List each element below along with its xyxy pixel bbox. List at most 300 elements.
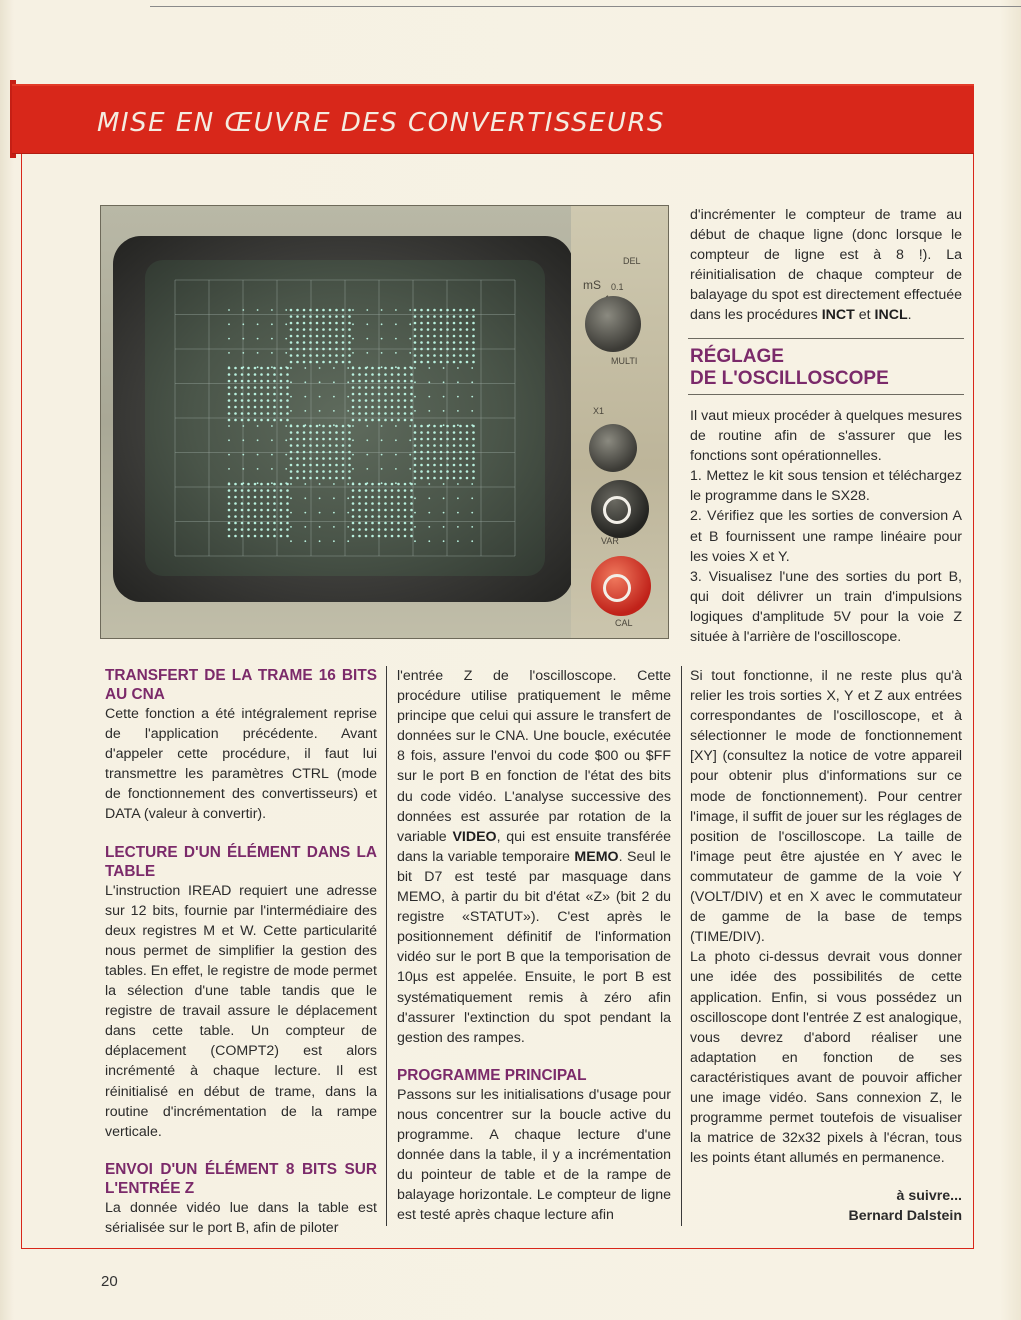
screen-pixel <box>267 515 270 518</box>
screen-pixel <box>247 367 250 370</box>
screen-pixel <box>296 322 299 325</box>
screen-pixel <box>319 381 321 383</box>
screen-pixel <box>472 322 475 325</box>
screen-pixel <box>342 315 345 318</box>
screen-pixel <box>453 431 456 434</box>
screen-pixel <box>228 502 231 505</box>
screen-pixel <box>329 315 332 318</box>
screen-pixel <box>296 348 299 351</box>
screen-pixel <box>427 464 430 467</box>
screen-pixel <box>395 439 397 441</box>
screen-pixel <box>427 315 430 318</box>
top-rule <box>150 6 1021 7</box>
screen-pixel <box>459 477 462 480</box>
screen-pixel <box>234 373 237 376</box>
screen-pixel <box>271 309 273 311</box>
frame-line-left <box>21 154 22 1249</box>
screen-pixel <box>241 496 244 499</box>
screen-pixel <box>371 483 374 486</box>
screen-pixel <box>428 483 430 485</box>
screen-pixel <box>352 425 354 427</box>
screen-pixel <box>286 386 289 389</box>
screen-pixel <box>381 482 383 484</box>
screen-pixel <box>290 410 292 412</box>
screen-pixel <box>260 399 263 402</box>
screen-pixel <box>433 438 436 441</box>
screen-pixel <box>348 464 351 467</box>
screen-pixel <box>466 322 469 325</box>
multiplier-knob <box>589 424 637 472</box>
screen-pixel <box>397 489 400 492</box>
screen-pixel <box>247 502 250 505</box>
screen-pixel <box>371 515 374 518</box>
screen-pixel <box>304 512 306 514</box>
screen-pixel <box>466 477 469 480</box>
screen-pixel <box>303 348 306 351</box>
screen-pixel <box>290 361 293 364</box>
screen-pixel <box>414 341 417 344</box>
screen-pixel <box>254 528 257 531</box>
screen-pixel <box>378 399 381 402</box>
screen-pixel <box>228 393 231 396</box>
screen-pixel <box>241 399 244 402</box>
screen-pixel <box>414 526 416 528</box>
column-3 <box>690 666 962 1226</box>
screen-pixel <box>352 323 354 325</box>
screen-pixel <box>358 489 361 492</box>
screen-pixel <box>414 315 417 318</box>
screen-pixel <box>280 393 283 396</box>
screen-pixel <box>428 497 430 499</box>
screen-pixel <box>410 522 413 525</box>
screen-pixel <box>316 328 319 331</box>
screen-pixel <box>228 489 231 492</box>
screen-pixel <box>273 483 276 486</box>
screen-pixel <box>280 509 283 512</box>
screen-pixel <box>257 338 259 340</box>
screen-pixel <box>273 535 276 538</box>
screen-pixel <box>378 483 381 486</box>
screen-pixel <box>228 367 231 370</box>
screen-pixel <box>352 528 355 531</box>
screen-pixel <box>254 483 257 486</box>
screen-pixel <box>286 373 289 376</box>
screen-pixel <box>472 457 475 460</box>
screen-pixel <box>420 451 423 454</box>
paragraph-photo: La photo ci-dessus devrait vous donner une idée des possibilités de cette application. Enfin, si vous possédez un oscilloscope dont l'entrée Z est analogique, vous devrez d'abord réaliser une adaptation en fonction de ses caractéristiques avant de pouvoir afficher une image vidéo. Sans connexion Z, le programme permet toutefois de visualiser la matrice de 32x32 pixels à l'écran, tous les points étant allumés en permanence. <box>690 949 962 1167</box>
screen-pixel <box>410 386 413 389</box>
screen-pixel <box>254 502 257 505</box>
screen-pixel <box>273 515 276 518</box>
screen-pixel <box>466 438 469 441</box>
screen-pixel <box>420 341 423 344</box>
screen-pixel <box>397 412 400 415</box>
screen-pixel <box>296 341 299 344</box>
screen-pixel <box>404 489 407 492</box>
screen-pixel <box>329 309 332 312</box>
oscilloscope-screen <box>145 260 545 576</box>
screen-pixel <box>395 366 397 368</box>
screen-pixel <box>316 457 319 460</box>
screen-pixel <box>453 341 456 344</box>
screen-pixel <box>352 522 355 525</box>
screen-pixel <box>296 470 299 473</box>
screen-pixel <box>228 352 230 354</box>
screen-pixel <box>391 535 394 538</box>
screen-pixel <box>234 367 237 370</box>
screen-pixel <box>365 496 368 499</box>
screen-pixel <box>347 512 349 514</box>
screen-pixel <box>335 315 338 318</box>
screen-pixel <box>378 496 381 499</box>
screen-pixel <box>329 464 332 467</box>
screen-pixel <box>234 535 237 538</box>
screen-pixel <box>397 528 400 531</box>
screen-pixel <box>342 361 345 364</box>
screen-pixel <box>378 380 381 383</box>
screen-pixel <box>428 512 430 514</box>
screen-pixel <box>348 328 351 331</box>
screen-pixel <box>247 496 250 499</box>
screen-pixel <box>384 399 387 402</box>
screen-pixel <box>254 412 257 415</box>
screen-pixel <box>410 367 413 370</box>
screen-pixel <box>280 502 283 505</box>
screen-pixel <box>404 386 407 389</box>
screen-pixel <box>254 535 257 538</box>
screen-pixel <box>322 322 325 325</box>
screen-pixel <box>446 464 449 467</box>
screen-pixel <box>342 348 345 351</box>
screen-pixel <box>241 515 244 518</box>
screen-pixel <box>290 444 293 447</box>
screen-pixel <box>303 477 306 480</box>
screen-pixel <box>273 386 276 389</box>
screen-pixel <box>234 483 237 486</box>
screen-pixel <box>257 425 259 427</box>
screen-pixel <box>427 335 430 338</box>
screen-pixel <box>260 406 263 409</box>
screen-pixel <box>228 535 231 538</box>
screen-pixel <box>335 457 338 460</box>
screen-pixel <box>433 470 436 473</box>
screen-pixel <box>280 522 283 525</box>
screen-pixel <box>290 322 293 325</box>
screen-pixel <box>247 412 250 415</box>
knob-ring <box>603 496 631 524</box>
screen-pixel <box>404 509 407 512</box>
screen-pixel <box>472 464 475 467</box>
screen-pixel <box>440 354 443 357</box>
screen-pixel <box>427 348 430 351</box>
screen-pixel <box>247 373 250 376</box>
screen-pixel <box>472 335 475 338</box>
screen-pixel <box>395 323 397 325</box>
screen-pixel <box>347 381 349 383</box>
screen-pixel <box>280 483 283 486</box>
screen-pixel <box>472 444 475 447</box>
screen-pixel <box>420 477 423 480</box>
screen-pixel <box>410 489 413 492</box>
screen-pixel <box>440 348 443 351</box>
screen-pixel <box>459 464 462 467</box>
screen-pixel <box>303 354 306 357</box>
screen-pixel <box>381 366 383 368</box>
screen-pixel <box>290 328 293 331</box>
screen-pixel <box>472 470 475 473</box>
screen-pixel <box>427 425 430 428</box>
screen-pixel <box>443 526 445 528</box>
screen-pixel <box>234 399 237 402</box>
screen-pixel <box>296 431 299 434</box>
screen-pixel <box>409 425 411 427</box>
screen-pixel <box>342 425 345 428</box>
screen-pixel <box>404 399 407 402</box>
screen-pixel <box>348 444 351 447</box>
screen-pixel <box>453 425 456 428</box>
screen-pixel <box>391 386 394 389</box>
screen-pixel <box>446 322 449 325</box>
screen-pixel <box>404 373 407 376</box>
screen-pixel <box>267 528 270 531</box>
screen-pixel <box>267 509 270 512</box>
screen-pixel <box>280 406 283 409</box>
screen-pixel <box>378 367 381 370</box>
screen-pixel <box>352 419 355 422</box>
screen-pixel <box>290 438 293 441</box>
screen-pixel <box>378 515 381 518</box>
heading-transfert: TRANSFERT DE LA TRAME 16 BITS AU CNA <box>105 667 377 703</box>
screen-pixel <box>420 470 423 473</box>
screen-pixel <box>342 431 345 434</box>
screen-pixel <box>443 497 445 499</box>
screen-pixel <box>303 328 306 331</box>
screen-pixel <box>466 348 469 351</box>
screen-pixel <box>322 361 325 364</box>
screen-pixel <box>329 425 332 428</box>
screen-pixel <box>241 489 244 492</box>
screen-pixel <box>472 309 475 312</box>
screen-pixel <box>273 528 276 531</box>
screen-pixel <box>358 515 361 518</box>
screen-pixel <box>347 367 349 369</box>
screen-pixel <box>241 483 244 486</box>
screen-pixel <box>342 341 345 344</box>
screen-pixel <box>453 444 456 447</box>
screen-pixel <box>335 438 338 441</box>
screen-pixel <box>271 468 273 470</box>
screen-pixel <box>234 509 237 512</box>
screen-pixel <box>347 410 349 412</box>
screen-pixel <box>443 396 445 398</box>
section-rule-top <box>688 338 964 339</box>
screen-pixel <box>466 464 469 467</box>
screen-pixel <box>459 322 462 325</box>
screen-pixel <box>409 454 411 456</box>
screen-pixel <box>241 412 244 415</box>
panel-label-cal: CAL <box>615 618 633 628</box>
screen-pixel <box>329 322 332 325</box>
screen-pixel <box>304 526 306 528</box>
screen-pixel <box>290 315 293 318</box>
screen-pixel <box>446 309 449 312</box>
screen-pixel <box>427 470 430 473</box>
screen-pixel <box>453 335 456 338</box>
screen-pixel <box>309 322 312 325</box>
screen-pixel <box>453 457 456 460</box>
screen-pixel <box>440 451 443 454</box>
screen-pixel <box>378 522 381 525</box>
screen-pixel <box>234 380 237 383</box>
screen-pixel <box>420 438 423 441</box>
screen-pixel <box>260 419 263 422</box>
screen-pixel <box>228 509 231 512</box>
screen-pixel <box>309 425 312 428</box>
screen-pixel <box>459 341 462 344</box>
screen-pixel <box>443 540 445 542</box>
screen-pixel <box>322 438 325 441</box>
screen-pixel <box>378 489 381 492</box>
screen-pixel <box>348 451 351 454</box>
screen-pixel <box>260 393 263 396</box>
column-separator-2 <box>681 666 682 1226</box>
screen-pixel <box>410 406 413 409</box>
screen-pixel <box>286 483 289 486</box>
screen-pixel <box>271 482 273 484</box>
screen-pixel <box>384 509 387 512</box>
screen-pixel <box>342 451 345 454</box>
column-2 <box>397 666 671 1225</box>
timebase-knob <box>585 296 641 352</box>
screen-pixel <box>348 335 351 338</box>
screen-pixel <box>260 496 263 499</box>
screen-pixel <box>410 412 413 415</box>
screen-pixel <box>453 361 456 364</box>
screen-pixel <box>446 431 449 434</box>
screen-pixel <box>234 406 237 409</box>
screen-pixel <box>397 522 400 525</box>
screen-pixel <box>280 535 283 538</box>
screen-pixel <box>384 406 387 409</box>
screen-pixel <box>358 419 361 422</box>
screen-pixel <box>371 509 374 512</box>
screen-pixel <box>433 451 436 454</box>
screen-pixel <box>296 354 299 357</box>
screen-pixel <box>286 502 289 505</box>
screen-pixel <box>286 515 289 518</box>
screen-pixel <box>352 412 355 415</box>
screen-pixel <box>267 522 270 525</box>
screen-pixel <box>234 502 237 505</box>
paragraph-programme: Passons sur les initialisations d'usage pour nous concentrer sur la boucle active du programme. A chaque lecture d'une donnée dans la table, il y a incrémentation du pointeur de table et de la rampe de balayage horizontale. Le compteur de ligne est testé après chaque lecture afin <box>397 1086 671 1224</box>
paragraph-transfert: Cette fonction a été intégralement reprise de l'application précédente. Avant d'appeler cette procédure, il faut lui transmettre les paramètres CTRL (mode de fonctionnement des convertisseurs) et DATA (valeur à convertir). <box>105 706 377 823</box>
screen-pixel <box>443 424 445 426</box>
screen-pixel <box>348 470 351 473</box>
screen-pixel <box>228 419 231 422</box>
screen-pixel <box>267 380 270 383</box>
screen-pixel <box>433 309 436 312</box>
screen-pixel <box>365 412 368 415</box>
screen-pixel <box>241 528 244 531</box>
panel-label-x1: X1 <box>593 406 605 416</box>
screen-pixel <box>352 393 355 396</box>
screen-pixel <box>384 489 387 492</box>
screen-pixel <box>440 322 443 325</box>
screen-pixel <box>365 393 368 396</box>
screen-pixel <box>365 373 368 376</box>
screen-pixel <box>280 515 283 518</box>
screen-pixel <box>457 410 459 412</box>
screen-pixel <box>242 309 244 311</box>
screen-pixel <box>241 380 244 383</box>
screen-pixel <box>348 309 351 312</box>
screen-pixel <box>228 380 231 383</box>
screen-pixel <box>404 393 407 396</box>
screen-pixel <box>414 464 417 467</box>
screen-pixel <box>457 424 459 426</box>
screen-pixel <box>303 322 306 325</box>
panel-label-multi: MULTI <box>611 356 638 366</box>
screen-pixel <box>457 396 459 398</box>
screen-pixel <box>420 315 423 318</box>
screen-pixel <box>286 412 289 415</box>
screen-pixel <box>420 348 423 351</box>
screen-pixel <box>319 367 321 369</box>
screen-pixel <box>466 361 469 364</box>
screen-pixel <box>365 528 368 531</box>
screen-pixel <box>322 425 325 428</box>
screen-pixel <box>290 540 292 542</box>
screen-pixel <box>273 419 276 422</box>
screen-pixel <box>296 328 299 331</box>
screen-pixel <box>466 457 469 460</box>
screen-pixel <box>322 464 325 467</box>
screen-pixel <box>409 468 411 470</box>
screen-pixel <box>459 431 462 434</box>
screen-pixel <box>228 373 231 376</box>
screen-pixel <box>378 502 381 505</box>
panel-label-ms: mS <box>583 278 601 292</box>
screen-pixel <box>397 399 400 402</box>
screen-pixel <box>433 464 436 467</box>
screen-pixel <box>440 438 443 441</box>
screen-pixel <box>371 367 374 370</box>
screen-pixel <box>290 464 293 467</box>
screen-pixel <box>290 348 293 351</box>
screen-pixel <box>228 468 230 470</box>
screen-pixel <box>366 468 368 470</box>
screen-pixel <box>371 412 374 415</box>
screen-pixel <box>290 309 293 312</box>
screen-pixel <box>404 515 407 518</box>
screen-pixel <box>290 477 293 480</box>
screen-pixel <box>273 496 276 499</box>
screen-pixel <box>316 444 319 447</box>
screen-pixel <box>410 528 413 531</box>
screen-pixel <box>440 361 443 364</box>
screen-pixel <box>316 309 319 312</box>
screen-pixel <box>342 354 345 357</box>
screen-pixel <box>290 396 292 398</box>
screen-pixel <box>453 477 456 480</box>
screen-pixel <box>303 315 306 318</box>
screen-pixel <box>296 335 299 338</box>
screen-pixel <box>472 354 475 357</box>
screen-pixel <box>329 438 332 441</box>
screen-pixel <box>242 454 244 456</box>
screen-pixel <box>290 335 293 338</box>
screen-pixel <box>440 341 443 344</box>
